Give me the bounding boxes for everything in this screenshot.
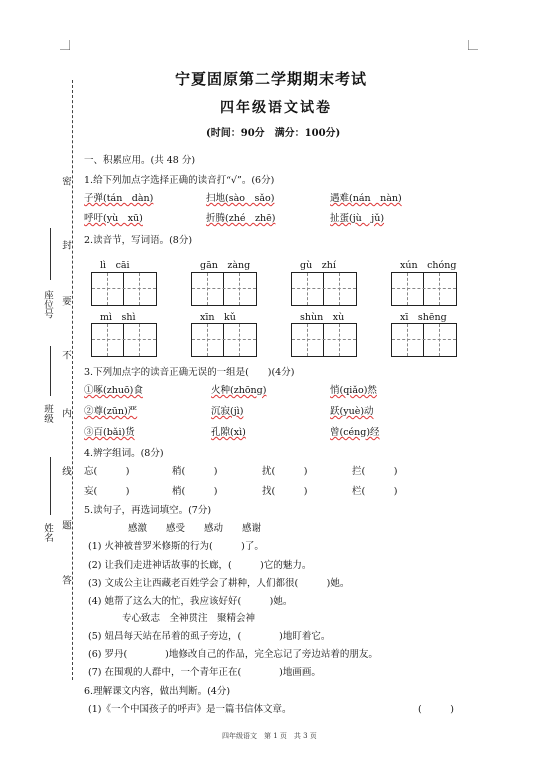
crop-mark-icon: [468, 40, 478, 50]
fill-sentence[interactable]: (5) 妞昌每天站在吊着的虱子旁边，( )地盯着它。: [88, 631, 331, 642]
pinyin-label: gù zhí: [300, 260, 336, 271]
pinyin-label: xún chóng: [400, 260, 457, 271]
char-blank[interactable]: 稍( ): [172, 466, 218, 477]
word-bank: 感激 感受 感动 感谢: [128, 523, 262, 534]
writing-grid[interactable]: [291, 272, 357, 306]
option-item: 沉寂(jì): [211, 406, 244, 417]
option-item: ②尊(zūn)严: [84, 406, 138, 417]
writing-grid[interactable]: [91, 272, 157, 306]
section-heading: 一、积累应用。(共 48 分): [84, 155, 196, 166]
seat-field[interactable]: [50, 228, 51, 280]
question-prompt: 2.读音节，写词语。(8分): [84, 235, 193, 246]
question-prompt: 1.给下列加点字选择正确的读音打“√”。(6分): [84, 175, 275, 186]
seal-char: 封: [60, 240, 71, 250]
writing-grid[interactable]: [191, 272, 257, 306]
question-prompt: 5.读句子，再选词填空。(7分): [84, 505, 212, 516]
question-prompt: 3.下列加点字的读音正确无误的一组是( )(4分): [84, 367, 295, 378]
seal-char: 不: [60, 350, 71, 360]
class-field[interactable]: [50, 346, 51, 396]
fill-sentence[interactable]: (1) 火神被普罗米修斯的行为( )了。: [88, 541, 264, 552]
char-blank[interactable]: 扰( ): [262, 466, 308, 477]
option-item: 曾(céng)经: [330, 427, 380, 438]
writing-grid[interactable]: [91, 323, 157, 357]
page-subtitle: 四年级语文试卷: [220, 100, 332, 116]
word-bank: 专心致志 全神贯注 聚精会神: [122, 613, 256, 624]
seal-char: 内: [60, 408, 71, 418]
writing-grid[interactable]: [391, 323, 457, 357]
char-blank[interactable]: 梢( ): [172, 486, 218, 497]
pinyin-choice[interactable]: 呼吁(yù xū): [84, 213, 143, 224]
pinyin-label: mì shì: [100, 312, 136, 323]
page-title: 宁夏固原第二学期期末考试: [175, 70, 368, 88]
writing-grid[interactable]: [191, 323, 257, 357]
char-blank[interactable]: 忘( ): [84, 466, 130, 477]
binding-line: [72, 80, 73, 680]
pinyin-label: gān zàng: [200, 260, 251, 271]
page-footer: 四年级语文 第 1 页 共 3 页: [222, 732, 317, 740]
pinyin-label: shùn xù: [300, 312, 345, 323]
seal-char: 题: [60, 520, 71, 530]
option-item: 火种(zhōng): [211, 385, 267, 396]
option-item: 悄(qiǎo)然: [330, 385, 377, 396]
judge-blank[interactable]: ( ): [418, 704, 454, 715]
name-label: 姓名: [42, 523, 53, 542]
char-blank[interactable]: 拦( ): [352, 466, 398, 477]
char-blank[interactable]: 栏( ): [352, 486, 398, 497]
fill-sentence[interactable]: (6) 罗丹( )地修改自己的作品，完全忘记了旁边站着的朋友。: [88, 649, 378, 660]
fill-sentence[interactable]: (7) 在围观的人群中，一个青年正在( )地画画。: [88, 667, 321, 678]
seal-char: 答: [60, 575, 71, 585]
exam-meta: (时间：90分 满分：100分): [206, 128, 341, 139]
class-label: 班级: [42, 404, 53, 423]
question-prompt: 6.理解课文内容，做出判断。(4分): [84, 686, 231, 697]
pinyin-choice[interactable]: 扫地(sào sǎo): [206, 193, 275, 204]
writing-grid[interactable]: [291, 323, 357, 357]
seal-char: 线: [60, 466, 71, 476]
fill-sentence[interactable]: (3) 文成公主让西藏老百姓学会了耕种，人们都很( )她。: [88, 578, 350, 589]
pinyin-choice[interactable]: 折腾(zhé zhē): [206, 213, 276, 224]
option-item: ③百(bǎi)货: [84, 427, 135, 438]
pinyin-choice[interactable]: 遇难(nán nàn): [330, 193, 402, 204]
seal-char: 要: [60, 296, 71, 306]
crop-mark-icon: [60, 40, 70, 50]
option-item: 跃(yuè)动: [330, 406, 374, 417]
question-prompt: 4.辨字组词。(8分): [84, 448, 164, 459]
char-blank[interactable]: 找( ): [262, 486, 308, 497]
fill-sentence[interactable]: (4) 她帮了这么大的忙，我应该好好( )她。: [88, 596, 293, 607]
seat-label: 座位号: [42, 290, 53, 319]
fill-sentence[interactable]: (2) 让我们走进神话故事的长廊，( )它的魅力。: [88, 560, 312, 571]
judge-sentence: (1)《一个中国孩子的呼声》是一篇书信体文章。: [88, 704, 292, 715]
pinyin-label: lì cāi: [100, 260, 130, 271]
option-item: ①啄(zhuō)食: [84, 385, 143, 396]
pinyin-choice[interactable]: 子弹(tán dàn): [84, 193, 154, 204]
option-item: 孔隙(xì): [211, 427, 246, 438]
name-field[interactable]: [50, 457, 51, 515]
seal-char: 密: [60, 176, 71, 186]
char-blank[interactable]: 妄( ): [84, 486, 130, 497]
pinyin-choice[interactable]: 扯蛋(jù jǔ): [330, 213, 385, 224]
writing-grid[interactable]: [391, 272, 457, 306]
pinyin-label: xī shēng: [400, 312, 447, 323]
pinyin-label: xīn kǔ: [200, 312, 236, 323]
